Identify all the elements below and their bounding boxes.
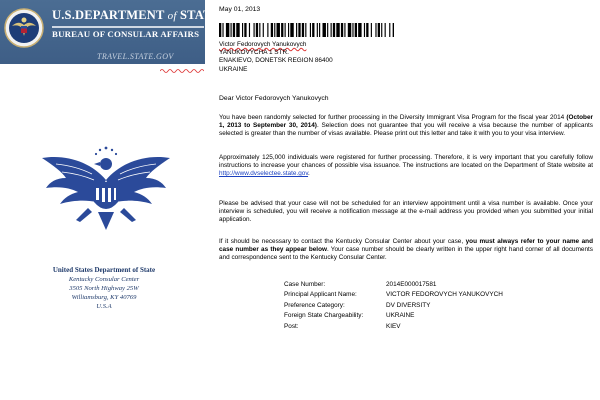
- case-info-value: DV DIVERSITY: [386, 301, 431, 309]
- dvselectee-link[interactable]: http://www.dvselectee.state.gov: [219, 170, 309, 178]
- case-info-label: Case Number:: [284, 281, 326, 288]
- great-seal-eagle-icon: [36, 140, 176, 240]
- recipient-address: [219, 41, 333, 74]
- website-label: TRAVEL.STATE.GOV: [97, 52, 174, 61]
- letterhead-column: [0, 0, 221, 400]
- recipient-country: UKRAINE: [219, 65, 248, 73]
- case-info-label: Foreign State Chargeability:: [284, 312, 364, 320]
- return-address: [38, 266, 170, 311]
- return-address-line: 3505 North Highway 25W: [69, 285, 139, 292]
- case-info-row: [284, 323, 503, 333]
- recipient-street: YANUKOVYCHA 1 STR.: [219, 49, 289, 57]
- case-info-value: UKRAINE: [386, 312, 415, 320]
- barcode-icon: [219, 23, 394, 37]
- case-info-value: KIEV: [386, 322, 401, 330]
- paragraph-selection: You have been randomly selected for further processing in the Diversity Immigrant Visa Program for the fiscal year 2014 (October 1, 2013 to September 30, 2014). Selection does not guarantee that you will receive a visa because the number of applicants selected is greater than the number of visas available. Please print out this letter and take it with you to your visa interview.: [219, 114, 593, 138]
- case-info-label: Preference Category:: [284, 301, 345, 309]
- case-info-row: [284, 302, 503, 312]
- case-info-table: [284, 281, 503, 333]
- spellcheck-squiggle: [160, 68, 204, 74]
- paragraph-instructions: Approximately 125,000 individuals were registered for further processing. Therefore, it is very important that you carefully follow instructions to increase your chances of possible visa issuance. The instructions are located on the Department of State website at http://www.dvselectee.state.gov.: [219, 154, 593, 178]
- letterhead-banner: [0, 0, 221, 64]
- letter-body: [214, 0, 600, 400]
- case-info-row: [284, 312, 503, 322]
- department-title: U.S.DEPARTMENT of STATE: [52, 8, 221, 22]
- return-address-org: United States Department of State: [52, 266, 156, 274]
- case-info-row: [284, 291, 503, 301]
- case-info-value: 2014E000017581: [386, 281, 437, 288]
- recipient-city: ENAKIEVO, DONETSK REGION 86400: [219, 57, 333, 65]
- case-info-label: Principal Applicant Name:: [284, 291, 357, 299]
- return-address-line: Williamsburg, KY 40769: [71, 294, 137, 301]
- letter-date: May 01, 2013: [219, 6, 261, 13]
- case-info-row: [284, 281, 503, 291]
- case-info-label: Post:: [284, 322, 299, 330]
- state-department-seal-icon: [4, 6, 44, 50]
- return-address-line: U.S.A: [96, 303, 112, 310]
- paragraph-interview: Please be advised that your case will not be scheduled for an interview appointment until a visa number is available. Once your interview is scheduled, you will receive a notification message at the e-mail address you provided when you submitted your initial application.: [219, 200, 593, 224]
- recipient-name: Victor Fedorovych Yanukovych: [219, 41, 307, 48]
- case-info-value: VICTOR FEDOROVYCH YANUKOVYCH: [386, 291, 503, 299]
- paragraph-contact: If it should be necessary to contact the Kentucky Consular Center about your case, you must always refer to your name and case number as they appear below. Your case number should be clearly written in the upper right hand corner of all documents and correspondence sent to the Kentucky Consular Center.: [219, 238, 594, 262]
- banner-divider: [52, 26, 204, 28]
- return-address-line: Kentucky Consular Center: [68, 276, 140, 283]
- salutation: Dear Victor Fedorovych Yanukovych: [219, 95, 329, 102]
- bureau-title: BUREAU OF CONSULAR AFFAIRS: [52, 29, 200, 39]
